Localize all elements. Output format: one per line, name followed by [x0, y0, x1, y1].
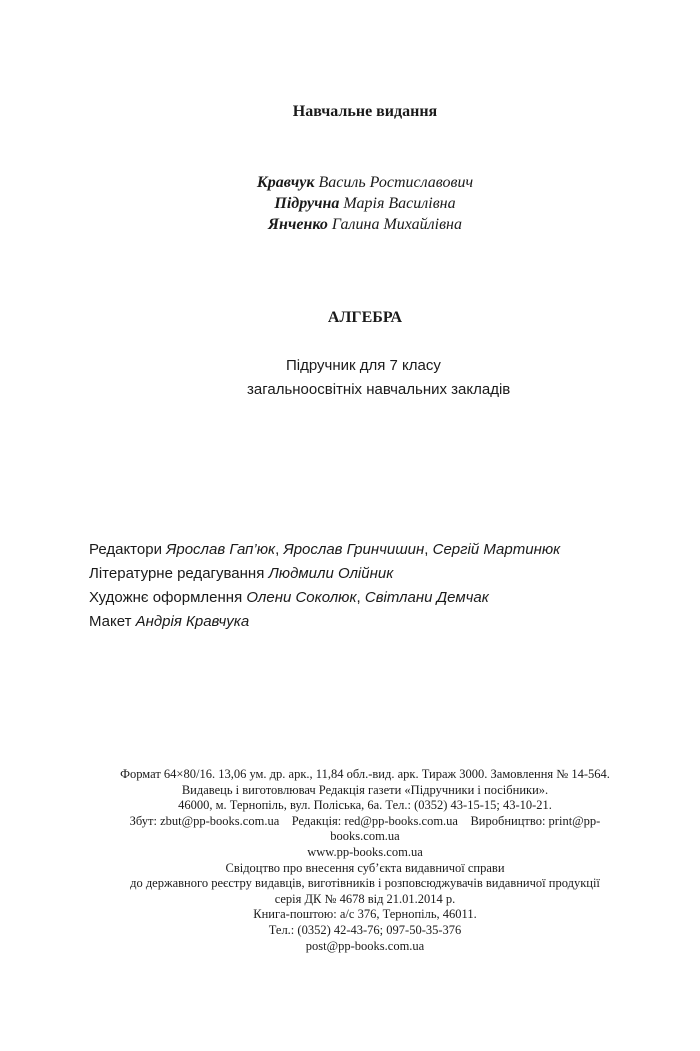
credit-editors — [89, 538, 669, 562]
credit-name: Андрія Кравчука — [135, 613, 250, 630]
credit-name: Олени Соколюк — [246, 589, 357, 606]
credit-label: Редактори — [89, 541, 162, 558]
credit-label: Художнє оформлення — [89, 589, 243, 606]
author-surname: Янченко — [268, 216, 328, 233]
credit-literary-editing — [89, 562, 669, 586]
separator: , — [356, 589, 365, 606]
author-surname: Кравчук — [256, 174, 315, 191]
author-line — [0, 193, 700, 214]
author-surname: Підручна — [274, 195, 340, 212]
separator: , — [275, 541, 284, 558]
imprint-line: 46000, м. Тернопіль, вул. Поліська, 6а. Тел.: (0352) 43-15-15; 43-10-21. — [178, 798, 552, 813]
credit-art-design — [89, 586, 669, 610]
imprint-line: Формат 64×80/16. 13,06 ум. др. арк., 11,84 обл.-вид. арк. Тираж 3000. Замовлення № 14-564. — [120, 767, 610, 781]
credit-name: Ярослав Гап’юк — [166, 541, 276, 558]
author-given-names: Галина Михайлівна — [331, 216, 462, 233]
credit-name: Світлани Демчак — [364, 589, 489, 606]
imprint-line: Тел.: (0352) 42-43-76; 097-50-35-376 — [268, 922, 462, 937]
imprint-block — [90, 767, 640, 954]
credit-label: Літературне редагування — [89, 565, 265, 582]
imprint-line: Свідоцтво про внесення суб’єкта видавничої справи — [225, 860, 505, 875]
separator: , — [424, 541, 433, 558]
book-title: АЛГЕБРА — [327, 309, 403, 326]
subtitle-line-1: Підручник для 7 класу — [286, 357, 441, 374]
author-given-names: Василь Ростиславович — [318, 174, 474, 191]
publication-kind: Навчальне видання — [292, 103, 438, 120]
credit-label: Макет — [89, 613, 132, 630]
credit-layout — [89, 610, 669, 634]
author-line — [0, 172, 700, 193]
author-given-names: Марія Василівна — [343, 195, 456, 212]
author-line — [0, 214, 700, 235]
credit-name: Сергій Мартинюк — [432, 541, 561, 558]
imprint-line: Збут: zbut@pp-books.com.ua Редакція: red@pp-books.com.ua Виробництво: print@pp- — [129, 813, 601, 828]
credit-name: Людмили Олійник — [268, 565, 394, 582]
credit-name: Ярослав Гринчишин — [283, 541, 425, 558]
subtitle-line-2: загальноосвітніх навчальних закладів — [247, 381, 511, 398]
imprint-line: www.pp-books.com.ua — [307, 844, 423, 859]
credits-block — [89, 538, 669, 634]
imprint-line: Видавець і виготовлювач Редакція газети «Підручники і посібники». — [181, 782, 549, 797]
imprint-line: books.com.ua — [330, 829, 400, 844]
imprint-line: Книга-поштою: а/с 376, Тернопіль, 46011. — [253, 907, 477, 922]
imprint-line: post@pp-books.com.ua — [305, 938, 425, 953]
imprint-line: серія ДК № 4678 від 21.01.2014 р. — [274, 891, 456, 906]
authors-block — [0, 172, 700, 235]
imprint-line: до державного реєстру видавців, виготівників і розповсюджувачів видавничої продукції — [130, 876, 600, 891]
